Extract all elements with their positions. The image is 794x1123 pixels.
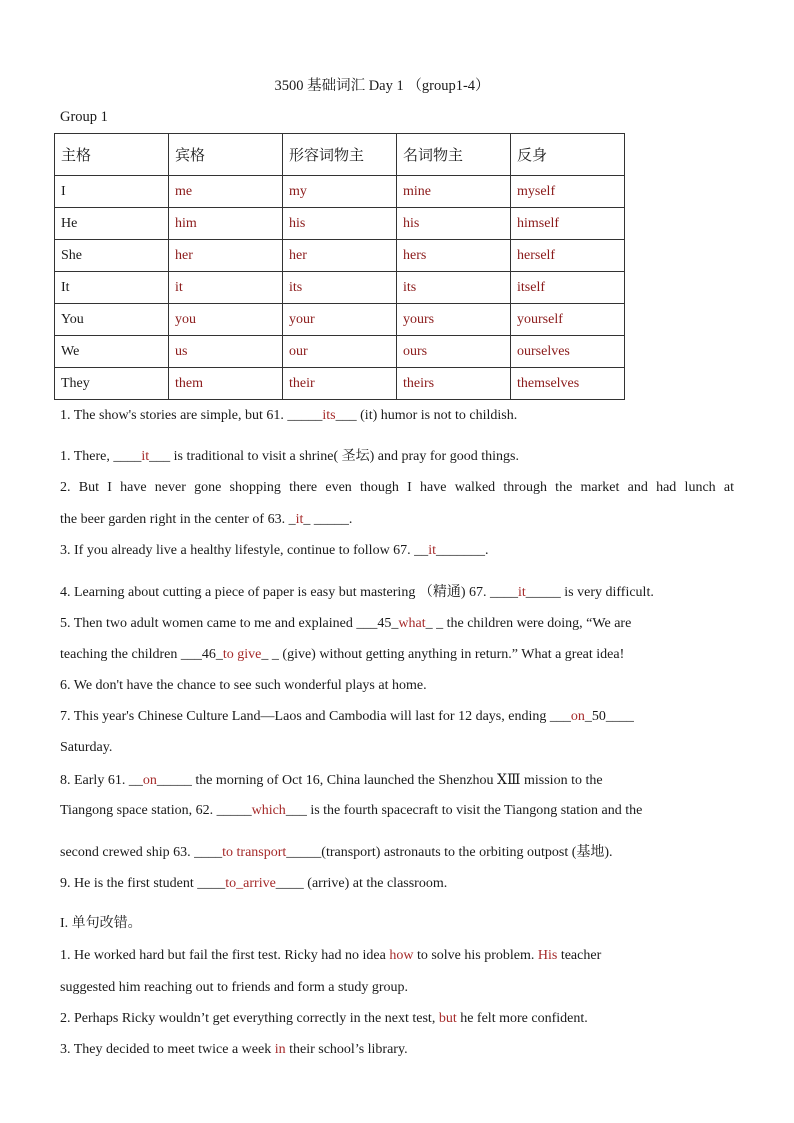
question-line: 1. The show's stories are simple, but 61. _____its___ (it) humor is not to childish. [60, 408, 518, 423]
table-cell: her [283, 240, 397, 272]
table-cell: It [55, 272, 169, 304]
table-cell: her [169, 240, 283, 272]
question-line: 4. Learning about cutting a piece of paper is easy but mastering （精通) 67. ____it_____ is very difficult. [60, 585, 654, 600]
table-cell: them [169, 368, 283, 400]
question-line: 2. But I have never gone shopping there even though I have walked through the market and had lunch at [60, 480, 734, 495]
question-line: 6. We don't have the chance to see such wonderful plays at home. [60, 678, 427, 693]
marked-word: but [438, 1011, 457, 1026]
table-cell: my [283, 176, 397, 208]
table-cell: your [283, 304, 397, 336]
table-row [55, 272, 625, 304]
table-cell: its [283, 272, 397, 304]
table-cell: theirs [397, 368, 511, 400]
table-header: 反身 [511, 134, 625, 176]
table-header: 名词物主 [397, 134, 511, 176]
table-cell: She [55, 240, 169, 272]
answer-text: to_arrive [225, 876, 276, 891]
table-cell: yourself [511, 304, 625, 336]
section-heading: I. 单句改错。 [60, 916, 142, 931]
correction-line: 2. Perhaps Ricky wouldn’t get everything correctly in the next test, but he felt more confident. [60, 1011, 588, 1026]
correction-line: 3. They decided to meet twice a week in their school’s library. [60, 1042, 408, 1057]
table-cell: its [397, 272, 511, 304]
question-line: 5. Then two adult women came to me and explained ___45_what_ _ the children were doing, “We are [60, 616, 632, 631]
table-header-row [55, 134, 625, 176]
table-cell: you [169, 304, 283, 336]
answer-text: to give [222, 647, 262, 662]
question-line: 9. He is the first student ____to_arrive____ (arrive) at the classroom. [60, 876, 448, 891]
answer-text: it [518, 585, 526, 600]
question-line: teaching the children ___46_to give_ _ (give) without getting anything in return.” What a great idea! [60, 647, 625, 662]
question-line: the beer garden right in the center of 63. _it_ _____. [60, 512, 353, 527]
answer-text: to transport [222, 845, 287, 860]
answer-text: its [322, 408, 336, 423]
pronoun-table [54, 133, 625, 400]
table-cell: our [283, 336, 397, 368]
question-line: 1. There, ____it___ is traditional to visit a shrine( 圣坛) and pray for good things. [60, 449, 519, 464]
answer-text: what [398, 616, 426, 631]
question-line: Tiangong space station, 62. _____which___ is the fourth spacecraft to visit the Tiangong station and the [60, 803, 643, 818]
table-cell: We [55, 336, 169, 368]
table-header: 宾格 [169, 134, 283, 176]
group-label: Group 1 [60, 109, 108, 125]
table-cell: herself [511, 240, 625, 272]
table-cell: his [283, 208, 397, 240]
table-row [55, 304, 625, 336]
table-cell: us [169, 336, 283, 368]
table-row [55, 368, 625, 400]
table-cell: himself [511, 208, 625, 240]
marked-word: in [274, 1042, 286, 1057]
question-line: Saturday. [60, 740, 113, 755]
table-cell: ours [397, 336, 511, 368]
document-title: 3500 基础词汇 Day 1 （group1-4） [274, 78, 490, 94]
answer-text: it [141, 449, 150, 464]
table-cell: ourselves [511, 336, 625, 368]
answer-text: on [570, 709, 585, 724]
table-cell: themselves [511, 368, 625, 400]
table-cell: I [55, 176, 169, 208]
table-cell: his [397, 208, 511, 240]
table-cell: their [283, 368, 397, 400]
table-cell: myself [511, 176, 625, 208]
table-row [55, 208, 625, 240]
table-row [55, 240, 625, 272]
answer-text: on [142, 773, 157, 788]
correction-line: 1. He worked hard but fail the first test. Ricky had no idea how to solve his problem. His teacher [60, 948, 602, 963]
table-cell: me [169, 176, 283, 208]
answer-text: it [428, 543, 436, 558]
table-cell: You [55, 304, 169, 336]
table-header: 形容词物主 [283, 134, 397, 176]
marked-word: how [389, 948, 414, 963]
question-line: 3. If you already live a healthy lifestyle, continue to follow 67. __it_______. [60, 543, 489, 558]
table-cell: hers [397, 240, 511, 272]
table-cell: him [169, 208, 283, 240]
table-cell: mine [397, 176, 511, 208]
table-cell: He [55, 208, 169, 240]
marked-word: His [537, 948, 558, 963]
table-header: 主格 [55, 134, 169, 176]
question-line: 8. Early 61. __on_____ the morning of Oct 16, China launched the Shenzhou ⅩⅢ mission to the [60, 773, 603, 788]
table-cell: They [55, 368, 169, 400]
answer-text: it [295, 512, 304, 527]
table-row [55, 176, 625, 208]
question-line: 7. This year's Chinese Culture Land—Laos and Cambodia will last for 12 days, ending ___on_50____ [60, 709, 634, 724]
question-line: second crewed ship 63. ____to transport_____(transport) astronauts to the orbiting outpost (基地). [60, 845, 613, 860]
table-row [55, 336, 625, 368]
answer-text: which [251, 803, 286, 818]
table-cell: yours [397, 304, 511, 336]
table-cell: it [169, 272, 283, 304]
correction-line: suggested him reaching out to friends and form a study group. [60, 980, 408, 995]
table-cell: itself [511, 272, 625, 304]
